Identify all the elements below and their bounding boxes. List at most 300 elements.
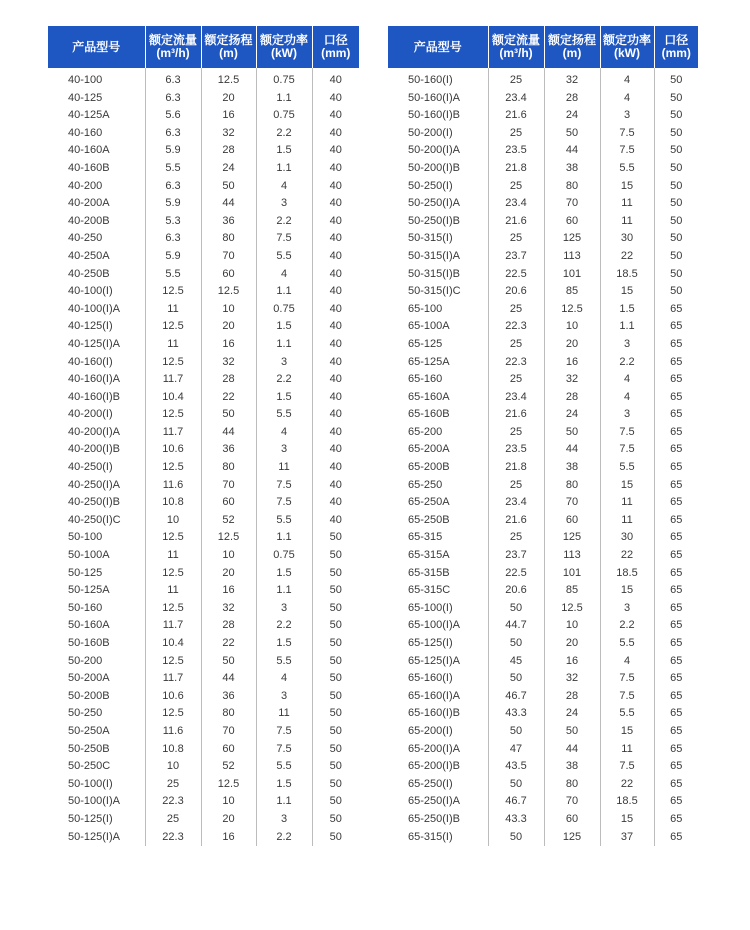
cell-power: 15: [600, 178, 654, 196]
cell-head: 28: [201, 142, 256, 160]
header-flow: 额定流量 (m³/h): [488, 26, 544, 68]
cell-model: 50-250(I)A: [408, 197, 460, 210]
cell-head: 125: [544, 829, 600, 847]
cell-flow: 11.7: [145, 617, 201, 635]
cell-model: 65-100(I): [408, 601, 453, 614]
cell-diameter: 50: [312, 829, 359, 847]
cell-diameter: 50: [312, 653, 359, 671]
cell-diameter: 40: [312, 213, 359, 231]
cell-power: 7.5: [600, 424, 654, 442]
cell-flow: 25: [145, 811, 201, 829]
cell-head: 85: [544, 283, 600, 301]
cell-power: 2.2: [256, 371, 312, 389]
cell-head: 20: [201, 811, 256, 829]
cell-power: 11: [600, 512, 654, 530]
cell-flow: 5.3: [145, 213, 201, 231]
cell-diameter: 50: [312, 635, 359, 653]
cell-diameter: 65: [654, 653, 698, 671]
cell-flow: 11.6: [145, 723, 201, 741]
cell-model: 50-125(I)A: [68, 830, 120, 843]
table-row: [388, 459, 698, 477]
cell-model: 65-160(I): [408, 672, 453, 685]
cell-model: 65-100(I)A: [408, 619, 460, 632]
cell-model: 65-250(I)B: [408, 812, 460, 825]
table-row: [388, 793, 698, 811]
cell-diameter: 65: [654, 758, 698, 776]
cell-model: 50-315(I)A: [408, 249, 460, 262]
cell-model: 50-250(I): [408, 179, 453, 192]
cell-flow: 12.5: [145, 600, 201, 618]
table-row: [48, 617, 359, 635]
cell-diameter: 40: [312, 90, 359, 108]
cell-flow: 20.6: [488, 582, 544, 600]
cell-power: 22: [600, 547, 654, 565]
cell-model: 50-100(I)A: [68, 795, 120, 808]
cell-flow: 21.8: [488, 160, 544, 178]
cell-head: 32: [201, 600, 256, 618]
cell-flow: 46.7: [488, 688, 544, 706]
cell-model: 40-160B: [68, 161, 110, 174]
cell-power: 1.1: [600, 318, 654, 336]
cell-power: 4: [600, 68, 654, 90]
cell-head: 70: [201, 248, 256, 266]
cell-flow: 21.8: [488, 459, 544, 477]
table-row: [388, 283, 698, 301]
cell-power: 1.1: [256, 793, 312, 811]
cell-head: 50: [201, 653, 256, 671]
cell-model: 65-200: [408, 425, 443, 438]
header-head: 额定扬程 (m): [544, 26, 600, 68]
cell-flow: 43.5: [488, 758, 544, 776]
table-row: [48, 477, 359, 495]
cell-diameter: 40: [312, 68, 359, 90]
cell-diameter: 50: [312, 705, 359, 723]
table-row: [388, 705, 698, 723]
table-row: [388, 653, 698, 671]
cell-head: 44: [201, 195, 256, 213]
cell-diameter: 40: [312, 195, 359, 213]
cell-head: 10: [201, 301, 256, 319]
cell-model: 40-160: [68, 126, 103, 139]
cell-power: 1.1: [256, 160, 312, 178]
cell-diameter: 50: [312, 776, 359, 794]
table-row: [388, 266, 698, 284]
cell-model: 65-100A: [408, 320, 450, 333]
cell-head: 24: [544, 107, 600, 125]
cell-head: 60: [544, 213, 600, 231]
cell-flow: 22.3: [145, 829, 201, 847]
table-row: [48, 125, 359, 143]
cell-head: 70: [201, 477, 256, 495]
cell-flow: 22.3: [488, 354, 544, 372]
table-row: [48, 582, 359, 600]
cell-power: 2.2: [600, 354, 654, 372]
cell-model: 65-250B: [408, 513, 450, 526]
cell-power: 3: [600, 336, 654, 354]
cell-head: 16: [201, 336, 256, 354]
cell-diameter: 65: [654, 582, 698, 600]
cell-model: 50-160: [68, 601, 103, 614]
cell-diameter: 50: [654, 195, 698, 213]
table-row: [48, 195, 359, 213]
cell-model: 65-200(I): [408, 724, 453, 737]
cell-model: 65-160(I)A: [408, 689, 460, 702]
cell-model: 40-100(I)A: [68, 302, 120, 315]
cell-power: 7.5: [600, 441, 654, 459]
table-row: [48, 441, 359, 459]
table-row: [48, 635, 359, 653]
cell-diameter: 50: [654, 142, 698, 160]
cell-diameter: 65: [654, 477, 698, 495]
cell-power: 2.2: [256, 125, 312, 143]
cell-model: 40-200(I): [68, 408, 113, 421]
table-row: [48, 389, 359, 407]
cell-power: 30: [600, 529, 654, 547]
table-row: [48, 547, 359, 565]
header-model: 产品型号: [48, 26, 145, 68]
table-row: [388, 90, 698, 108]
cell-head: 12.5: [544, 600, 600, 618]
cell-flow: 10.4: [145, 389, 201, 407]
cell-power: 1.1: [256, 529, 312, 547]
cell-flow: 10.6: [145, 441, 201, 459]
cell-head: 125: [544, 529, 600, 547]
cell-diameter: 65: [654, 389, 698, 407]
cell-diameter: 65: [654, 705, 698, 723]
cell-model: 65-315: [408, 531, 443, 544]
table-row: [388, 389, 698, 407]
cell-diameter: 40: [312, 160, 359, 178]
cell-power: 3: [256, 600, 312, 618]
cell-diameter: 40: [312, 441, 359, 459]
cell-head: 32: [201, 125, 256, 143]
cell-flow: 20.6: [488, 283, 544, 301]
cell-model: 40-125(I): [68, 320, 113, 333]
cell-flow: 12.5: [145, 406, 201, 424]
table-row: [388, 829, 698, 847]
cell-model: 50-200(I): [408, 126, 453, 139]
cell-flow: 12.5: [145, 459, 201, 477]
cell-diameter: 40: [312, 107, 359, 125]
cell-flow: 10.6: [145, 688, 201, 706]
cell-flow: 23.4: [488, 195, 544, 213]
cell-flow: 25: [488, 424, 544, 442]
cell-power: 7.5: [600, 688, 654, 706]
cell-power: 3: [600, 600, 654, 618]
table-row: [388, 248, 698, 266]
cell-power: 7.5: [256, 230, 312, 248]
table-row: [388, 617, 698, 635]
cell-power: 1.5: [256, 389, 312, 407]
cell-flow: 22.3: [145, 793, 201, 811]
cell-head: 50: [544, 723, 600, 741]
cell-power: 5.5: [256, 758, 312, 776]
cell-head: 32: [544, 68, 600, 90]
cell-power: 3: [256, 688, 312, 706]
cell-head: 38: [544, 459, 600, 477]
cell-head: 12.5: [201, 529, 256, 547]
cell-head: 10: [201, 547, 256, 565]
cell-head: 52: [201, 758, 256, 776]
cell-power: 7.5: [600, 142, 654, 160]
cell-model: 40-160(I)B: [68, 390, 120, 403]
cell-flow: 22.5: [488, 565, 544, 583]
cell-diameter: 65: [654, 494, 698, 512]
cell-flow: 11: [145, 336, 201, 354]
cell-flow: 10.4: [145, 635, 201, 653]
cell-model: 50-250(I)B: [408, 214, 460, 227]
cell-power: 18.5: [600, 266, 654, 284]
cell-head: 28: [544, 688, 600, 706]
cell-model: 50-315(I)B: [408, 267, 460, 280]
cell-head: 32: [544, 670, 600, 688]
cell-diameter: 50: [312, 529, 359, 547]
cell-diameter: 65: [654, 354, 698, 372]
cell-model: 65-125(I): [408, 637, 453, 649]
cell-power: 15: [600, 477, 654, 495]
cell-head: 36: [201, 213, 256, 231]
cell-power: 37: [600, 829, 654, 847]
cell-flow: 25: [488, 336, 544, 354]
cell-head: 38: [544, 160, 600, 178]
cell-flow: 5.5: [145, 160, 201, 178]
cell-head: 10: [544, 617, 600, 635]
cell-diameter: 65: [654, 459, 698, 477]
cell-flow: 22.5: [488, 266, 544, 284]
cell-power: 11: [256, 705, 312, 723]
cell-power: 11: [600, 741, 654, 759]
cell-flow: 22.3: [488, 318, 544, 336]
cell-model: 50-200(I)A: [408, 144, 460, 157]
cell-power: 4: [600, 389, 654, 407]
cell-diameter: 50: [654, 266, 698, 284]
cell-diameter: 65: [654, 301, 698, 319]
cell-diameter: 50: [312, 811, 359, 829]
cell-head: 12.5: [201, 776, 256, 794]
cell-diameter: 50: [312, 723, 359, 741]
cell-diameter: 40: [312, 266, 359, 284]
cell-diameter: 40: [312, 125, 359, 143]
cell-power: 1.5: [600, 301, 654, 319]
cell-power: 18.5: [600, 793, 654, 811]
cell-power: 5.5: [600, 459, 654, 477]
cell-head: 12.5: [201, 283, 256, 301]
table-row: [48, 230, 359, 248]
table-row: [48, 371, 359, 389]
cell-head: 80: [201, 705, 256, 723]
table-row: [48, 213, 359, 231]
cell-power: 5.5: [256, 512, 312, 530]
table-row: [48, 90, 359, 108]
cell-flow: 11.7: [145, 424, 201, 442]
cell-head: 32: [544, 371, 600, 389]
table-row: [48, 354, 359, 372]
cell-head: 113: [544, 248, 600, 266]
cell-model: 50-100A: [68, 549, 110, 562]
table-row: [388, 125, 698, 143]
cell-head: 32: [201, 354, 256, 372]
cell-model: 65-160: [408, 373, 443, 386]
table-row: [48, 68, 359, 90]
cell-model: 50-200A: [68, 672, 110, 685]
cell-flow: 6.3: [145, 125, 201, 143]
cell-model: 50-160(I)A: [408, 91, 460, 104]
table-row: [388, 336, 698, 354]
cell-head: 10: [201, 793, 256, 811]
cell-head: 20: [201, 318, 256, 336]
cell-model: 65-315B: [408, 566, 450, 579]
cell-head: 125: [544, 230, 600, 248]
cell-head: 50: [201, 178, 256, 196]
cell-flow: 10: [145, 758, 201, 776]
cell-power: 11: [600, 213, 654, 231]
cell-power: 3: [256, 811, 312, 829]
cell-diameter: 50: [654, 283, 698, 301]
cell-head: 50: [544, 125, 600, 143]
cell-flow: 11.7: [145, 371, 201, 389]
cell-model: 50-250B: [68, 742, 110, 755]
cell-flow: 50: [488, 776, 544, 794]
cell-power: 4: [256, 424, 312, 442]
cell-flow: 11.7: [145, 670, 201, 688]
header-diameter: 口径 (mm): [312, 26, 359, 68]
cell-head: 16: [544, 354, 600, 372]
cell-diameter: 65: [654, 565, 698, 583]
cell-diameter: 50: [312, 547, 359, 565]
cell-head: 20: [544, 336, 600, 354]
cell-diameter: 40: [312, 301, 359, 319]
cell-flow: 50: [488, 635, 544, 653]
cell-flow: 50: [488, 670, 544, 688]
cell-diameter: 40: [312, 371, 359, 389]
table-header-row: [388, 26, 698, 68]
cell-flow: 43.3: [488, 705, 544, 723]
cell-flow: 6.3: [145, 90, 201, 108]
cell-head: 36: [201, 688, 256, 706]
cell-power: 2.2: [600, 617, 654, 635]
cell-diameter: 65: [654, 318, 698, 336]
cell-power: 15: [600, 582, 654, 600]
cell-diameter: 65: [654, 600, 698, 618]
cell-flow: 23.4: [488, 90, 544, 108]
cell-flow: 21.6: [488, 213, 544, 231]
cell-head: 24: [544, 705, 600, 723]
cell-flow: 12.5: [145, 529, 201, 547]
header-model: 产品型号: [388, 26, 488, 68]
header-diameter: 口径 (mm): [654, 26, 698, 68]
cell-head: 44: [544, 441, 600, 459]
cell-flow: 45: [488, 653, 544, 671]
table-row: [48, 653, 359, 671]
cell-diameter: 40: [312, 494, 359, 512]
cell-diameter: 65: [654, 336, 698, 354]
cell-model: 65-160A: [408, 390, 450, 403]
cell-flow: 5.6: [145, 107, 201, 125]
cell-model: 65-250(I): [408, 777, 453, 790]
header-flow: 额定流量 (m³/h): [145, 26, 201, 68]
cell-diameter: 65: [654, 741, 698, 759]
table-row: [48, 529, 359, 547]
cell-power: 7.5: [256, 723, 312, 741]
cell-model: 40-160(I)A: [68, 373, 120, 386]
cell-model: 65-100: [408, 302, 443, 315]
cell-head: 101: [544, 565, 600, 583]
cell-model: 65-250(I)A: [408, 795, 460, 808]
cell-diameter: 65: [654, 688, 698, 706]
table-row: [388, 565, 698, 583]
table-row: [388, 547, 698, 565]
cell-flow: 23.5: [488, 441, 544, 459]
cell-diameter: 40: [312, 178, 359, 196]
cell-model: 40-250(I)C: [68, 513, 121, 526]
cell-flow: 23.4: [488, 389, 544, 407]
cell-power: 4: [256, 670, 312, 688]
cell-flow: 43.3: [488, 811, 544, 829]
cell-head: 44: [201, 424, 256, 442]
cell-power: 1.5: [256, 776, 312, 794]
header-power: 额定功率 (kW): [256, 26, 312, 68]
cell-power: 1.1: [256, 582, 312, 600]
cell-power: 4: [600, 653, 654, 671]
cell-head: 52: [201, 512, 256, 530]
cell-flow: 21.6: [488, 512, 544, 530]
cell-diameter: 65: [654, 441, 698, 459]
cell-flow: 50: [488, 723, 544, 741]
table-row: [388, 424, 698, 442]
cell-head: 60: [544, 512, 600, 530]
table-row: [388, 68, 698, 90]
cell-model: 65-200B: [408, 461, 450, 474]
cell-power: 1.5: [256, 565, 312, 583]
cell-head: 16: [201, 582, 256, 600]
cell-diameter: 65: [654, 424, 698, 442]
cell-diameter: 65: [654, 635, 698, 653]
cell-diameter: 50: [312, 617, 359, 635]
cell-model: 40-200: [68, 179, 103, 192]
cell-head: 38: [544, 758, 600, 776]
table-row: [48, 758, 359, 776]
cell-model: 50-100: [68, 531, 103, 544]
table-row: [388, 477, 698, 495]
cell-head: 70: [544, 195, 600, 213]
cell-model: 40-250(I)B: [68, 496, 120, 509]
cell-power: 7.5: [256, 477, 312, 495]
table-row: [48, 811, 359, 829]
cell-head: 60: [201, 741, 256, 759]
cell-model: 50-100(I): [68, 777, 113, 790]
cell-power: 4: [600, 371, 654, 389]
cell-head: 24: [544, 406, 600, 424]
cell-power: 4: [256, 178, 312, 196]
cell-diameter: 40: [312, 477, 359, 495]
cell-flow: 11: [145, 547, 201, 565]
table-row: [388, 107, 698, 125]
cell-diameter: 50: [654, 248, 698, 266]
cell-power: 22: [600, 248, 654, 266]
cell-power: 18.5: [600, 565, 654, 583]
table-row: [48, 336, 359, 354]
table-row: [48, 670, 359, 688]
cell-flow: 25: [488, 178, 544, 196]
cell-head: 12.5: [544, 301, 600, 319]
cell-diameter: 65: [654, 723, 698, 741]
cell-head: 44: [544, 142, 600, 160]
cell-model: 65-160B: [408, 408, 450, 421]
cell-power: 2.2: [256, 617, 312, 635]
cell-power: 4: [256, 266, 312, 284]
cell-power: 0.75: [256, 547, 312, 565]
cell-diameter: 50: [312, 741, 359, 759]
